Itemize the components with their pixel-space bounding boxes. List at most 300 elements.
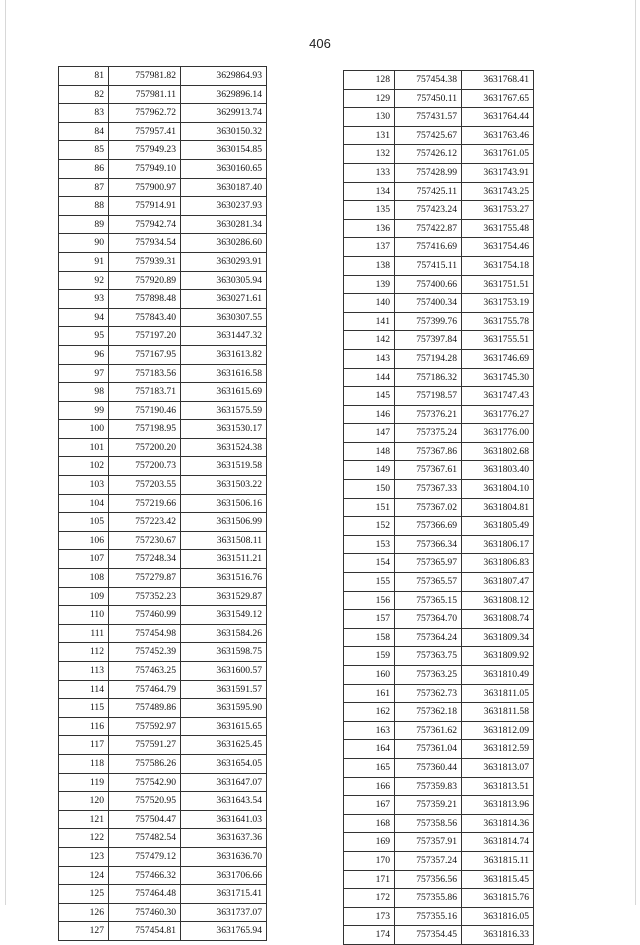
y-coordinate-cell: 3631615.69	[181, 383, 267, 402]
point-number-cell: 87	[59, 178, 109, 197]
x-coordinate-cell: 757454.38	[395, 71, 462, 90]
x-coordinate-cell: 757223.42	[109, 513, 181, 532]
table-row	[344, 721, 534, 740]
table-row	[59, 215, 267, 234]
x-coordinate-cell: 757183.71	[109, 383, 181, 402]
coordinates-table-right	[343, 70, 534, 945]
point-number-cell: 114	[59, 680, 109, 699]
y-coordinate-cell: 3631743.91	[462, 163, 534, 182]
table-row	[59, 587, 267, 606]
point-number-cell: 153	[344, 535, 395, 554]
x-coordinate-cell: 757359.21	[395, 796, 462, 815]
point-number-cell: 109	[59, 587, 109, 606]
point-number-cell: 127	[59, 922, 109, 941]
table-row	[59, 885, 267, 904]
y-coordinate-cell: 3631746.69	[462, 349, 534, 368]
point-number-cell: 129	[344, 89, 395, 108]
x-coordinate-cell: 757364.24	[395, 628, 462, 647]
x-coordinate-cell: 757183.56	[109, 364, 181, 383]
table-row	[344, 889, 534, 908]
y-coordinate-cell: 3629913.74	[181, 104, 267, 123]
table-row	[344, 405, 534, 424]
y-coordinate-cell: 3631755.51	[462, 331, 534, 350]
x-coordinate-cell: 757362.18	[395, 703, 462, 722]
point-number-cell: 168	[344, 814, 395, 833]
table-row	[59, 847, 267, 866]
y-coordinate-cell: 3631755.78	[462, 312, 534, 331]
y-coordinate-cell: 3631816.33	[462, 926, 534, 945]
x-coordinate-cell: 757416.69	[395, 238, 462, 257]
y-coordinate-cell: 3631516.76	[181, 569, 267, 588]
x-coordinate-cell: 757365.57	[395, 573, 462, 592]
y-coordinate-cell: 3630271.61	[181, 290, 267, 309]
point-number-cell: 118	[59, 754, 109, 773]
table-row	[59, 606, 267, 625]
table-row	[59, 141, 267, 160]
x-coordinate-cell: 757367.61	[395, 461, 462, 480]
table-row	[59, 494, 267, 513]
y-coordinate-cell: 3631616.58	[181, 364, 267, 383]
point-number-cell: 128	[344, 71, 395, 90]
point-number-cell: 119	[59, 773, 109, 792]
point-number-cell: 174	[344, 926, 395, 945]
table-row	[344, 238, 534, 257]
point-number-cell: 102	[59, 457, 109, 476]
table-row	[344, 108, 534, 127]
point-number-cell: 139	[344, 275, 395, 294]
table-row	[344, 703, 534, 722]
y-coordinate-cell: 3631754.46	[462, 238, 534, 257]
y-coordinate-cell: 3631751.51	[462, 275, 534, 294]
table-row	[344, 684, 534, 703]
table-row	[59, 308, 267, 327]
point-number-cell: 111	[59, 624, 109, 643]
point-number-cell: 173	[344, 907, 395, 926]
table-row	[344, 275, 534, 294]
table-row	[344, 442, 534, 461]
table-row	[59, 327, 267, 346]
point-number-cell: 130	[344, 108, 395, 127]
table-row	[59, 457, 267, 476]
table-row	[344, 833, 534, 852]
y-coordinate-cell: 3631647.07	[181, 773, 267, 792]
y-coordinate-cell: 3631743.25	[462, 182, 534, 201]
y-coordinate-cell: 3631776.27	[462, 405, 534, 424]
y-coordinate-cell: 3631747.43	[462, 387, 534, 406]
point-number-cell: 98	[59, 383, 109, 402]
y-coordinate-cell: 3630293.91	[181, 252, 267, 271]
point-number-cell: 90	[59, 234, 109, 253]
x-coordinate-cell: 757981.11	[109, 85, 181, 104]
x-coordinate-cell: 757431.57	[395, 108, 462, 127]
table-row	[59, 67, 267, 86]
point-number-cell: 142	[344, 331, 395, 350]
x-coordinate-cell: 757400.34	[395, 294, 462, 313]
point-number-cell: 94	[59, 308, 109, 327]
x-coordinate-cell: 757397.84	[395, 331, 462, 350]
y-coordinate-cell: 3629896.14	[181, 85, 267, 104]
table-row	[59, 680, 267, 699]
y-coordinate-cell: 3631765.94	[181, 922, 267, 941]
x-coordinate-cell: 757364.70	[395, 610, 462, 629]
y-coordinate-cell: 3631814.36	[462, 814, 534, 833]
x-coordinate-cell: 757591.27	[109, 736, 181, 755]
x-coordinate-cell: 757200.20	[109, 438, 181, 457]
point-number-cell: 137	[344, 238, 395, 257]
x-coordinate-cell: 757425.11	[395, 182, 462, 201]
scan-edge-left	[5, 0, 6, 905]
table-row	[344, 517, 534, 536]
x-coordinate-cell: 757361.04	[395, 740, 462, 759]
point-number-cell: 107	[59, 550, 109, 569]
point-number-cell: 165	[344, 758, 395, 777]
table-row	[59, 290, 267, 309]
table-row	[344, 331, 534, 350]
point-number-cell: 108	[59, 569, 109, 588]
point-number-cell: 163	[344, 721, 395, 740]
table-row	[344, 480, 534, 499]
x-coordinate-cell: 757352.23	[109, 587, 181, 606]
y-coordinate-cell: 3631813.07	[462, 758, 534, 777]
y-coordinate-cell: 3631815.76	[462, 889, 534, 908]
table-row	[344, 554, 534, 573]
table-row	[59, 438, 267, 457]
point-number-cell: 104	[59, 494, 109, 513]
table-row	[344, 145, 534, 164]
y-coordinate-cell: 3631815.11	[462, 851, 534, 870]
table-row	[344, 71, 534, 90]
table-row	[344, 926, 534, 945]
point-number-cell: 156	[344, 591, 395, 610]
table-row	[344, 294, 534, 313]
table-row	[344, 647, 534, 666]
y-coordinate-cell: 3631625.45	[181, 736, 267, 755]
y-coordinate-cell: 3630160.65	[181, 159, 267, 178]
point-number-cell: 169	[344, 833, 395, 852]
x-coordinate-cell: 757942.74	[109, 215, 181, 234]
y-coordinate-cell: 3631584.26	[181, 624, 267, 643]
y-coordinate-cell: 3631813.51	[462, 777, 534, 796]
table-row	[344, 796, 534, 815]
table-row	[59, 717, 267, 736]
y-coordinate-cell: 3631530.17	[181, 420, 267, 439]
y-coordinate-cell: 3631804.81	[462, 498, 534, 517]
y-coordinate-cell: 3631549.12	[181, 606, 267, 625]
x-coordinate-cell: 757460.30	[109, 903, 181, 922]
point-number-cell: 112	[59, 643, 109, 662]
table-row	[59, 736, 267, 755]
point-number-cell: 164	[344, 740, 395, 759]
y-coordinate-cell: 3631767.65	[462, 89, 534, 108]
x-coordinate-cell: 757962.72	[109, 104, 181, 123]
point-number-cell: 89	[59, 215, 109, 234]
y-coordinate-cell: 3630187.40	[181, 178, 267, 197]
point-number-cell: 140	[344, 294, 395, 313]
y-coordinate-cell: 3631809.34	[462, 628, 534, 647]
y-coordinate-cell: 3631591.57	[181, 680, 267, 699]
table-row	[59, 271, 267, 290]
point-number-cell: 135	[344, 201, 395, 220]
point-number-cell: 171	[344, 870, 395, 889]
point-number-cell: 88	[59, 197, 109, 216]
y-coordinate-cell: 3631808.74	[462, 610, 534, 629]
point-number-cell: 117	[59, 736, 109, 755]
table-row	[344, 591, 534, 610]
x-coordinate-cell: 757542.90	[109, 773, 181, 792]
point-number-cell: 144	[344, 368, 395, 387]
x-coordinate-cell: 757949.23	[109, 141, 181, 160]
y-coordinate-cell: 3631805.49	[462, 517, 534, 536]
x-coordinate-cell: 757200.73	[109, 457, 181, 476]
x-coordinate-cell: 757363.75	[395, 647, 462, 666]
x-coordinate-cell: 757366.34	[395, 535, 462, 554]
table-row	[344, 851, 534, 870]
x-coordinate-cell: 757190.46	[109, 401, 181, 420]
y-coordinate-cell: 3631737.07	[181, 903, 267, 922]
y-coordinate-cell: 3631764.44	[462, 108, 534, 127]
table-row	[59, 829, 267, 848]
table-row	[59, 85, 267, 104]
point-number-cell: 121	[59, 810, 109, 829]
x-coordinate-cell: 757376.21	[395, 405, 462, 424]
y-coordinate-cell: 3631811.05	[462, 684, 534, 703]
page-number: 406	[309, 36, 331, 51]
point-number-cell: 131	[344, 126, 395, 145]
table-row	[59, 234, 267, 253]
point-number-cell: 132	[344, 145, 395, 164]
x-coordinate-cell: 757365.97	[395, 554, 462, 573]
x-coordinate-cell: 757358.56	[395, 814, 462, 833]
y-coordinate-cell: 3630281.34	[181, 215, 267, 234]
point-number-cell: 155	[344, 573, 395, 592]
point-number-cell: 151	[344, 498, 395, 517]
y-coordinate-cell: 3631812.59	[462, 740, 534, 759]
table-row	[344, 610, 534, 629]
table-row	[59, 773, 267, 792]
table-row	[59, 476, 267, 495]
table-row	[59, 810, 267, 829]
point-number-cell: 150	[344, 480, 395, 499]
point-number-cell: 97	[59, 364, 109, 383]
y-coordinate-cell: 3631814.74	[462, 833, 534, 852]
x-coordinate-cell: 757367.33	[395, 480, 462, 499]
x-coordinate-cell: 757357.91	[395, 833, 462, 852]
table-row	[59, 550, 267, 569]
point-number-cell: 134	[344, 182, 395, 201]
y-coordinate-cell: 3631807.47	[462, 573, 534, 592]
point-number-cell: 110	[59, 606, 109, 625]
point-number-cell: 146	[344, 405, 395, 424]
x-coordinate-cell: 757428.99	[395, 163, 462, 182]
x-coordinate-cell: 757356.56	[395, 870, 462, 889]
y-coordinate-cell: 3631808.12	[462, 591, 534, 610]
y-coordinate-cell: 3631803.40	[462, 461, 534, 480]
y-coordinate-cell: 3631806.17	[462, 535, 534, 554]
y-coordinate-cell: 3631595.90	[181, 699, 267, 718]
y-coordinate-cell: 3630286.60	[181, 234, 267, 253]
point-number-cell: 122	[59, 829, 109, 848]
y-coordinate-cell: 3631813.96	[462, 796, 534, 815]
table-row	[344, 368, 534, 387]
point-number-cell: 143	[344, 349, 395, 368]
y-coordinate-cell: 3631641.03	[181, 810, 267, 829]
x-coordinate-cell: 757423.24	[395, 201, 462, 220]
point-number-cell: 93	[59, 290, 109, 309]
point-number-cell: 154	[344, 554, 395, 573]
table-row	[59, 104, 267, 123]
y-coordinate-cell: 3631613.82	[181, 345, 267, 364]
point-number-cell: 149	[344, 461, 395, 480]
x-coordinate-cell: 757482.54	[109, 829, 181, 848]
point-number-cell: 145	[344, 387, 395, 406]
x-coordinate-cell: 757957.41	[109, 122, 181, 141]
point-number-cell: 123	[59, 847, 109, 866]
table-row	[59, 345, 267, 364]
x-coordinate-cell: 757230.67	[109, 531, 181, 550]
y-coordinate-cell: 3631636.70	[181, 847, 267, 866]
table-row	[344, 387, 534, 406]
y-coordinate-cell: 3630237.93	[181, 197, 267, 216]
table-row	[59, 531, 267, 550]
y-coordinate-cell: 3631506.16	[181, 494, 267, 513]
table-row	[344, 256, 534, 275]
y-coordinate-cell: 3631804.10	[462, 480, 534, 499]
table-row	[59, 383, 267, 402]
table-row	[59, 866, 267, 885]
table-row	[59, 122, 267, 141]
table-row	[344, 498, 534, 517]
x-coordinate-cell: 757464.79	[109, 680, 181, 699]
table-row	[344, 349, 534, 368]
table-row	[59, 401, 267, 420]
y-coordinate-cell: 3630307.55	[181, 308, 267, 327]
table-row	[59, 699, 267, 718]
x-coordinate-cell: 757460.99	[109, 606, 181, 625]
point-number-cell: 152	[344, 517, 395, 536]
table-row	[344, 758, 534, 777]
y-coordinate-cell: 3631763.46	[462, 126, 534, 145]
x-coordinate-cell: 757464.48	[109, 885, 181, 904]
point-number-cell: 82	[59, 85, 109, 104]
point-number-cell: 86	[59, 159, 109, 178]
y-coordinate-cell: 3631816.05	[462, 907, 534, 926]
coordinates-table-left	[58, 66, 267, 941]
x-coordinate-cell: 757479.12	[109, 847, 181, 866]
x-coordinate-cell: 757949.10	[109, 159, 181, 178]
point-number-cell: 83	[59, 104, 109, 123]
point-number-cell: 157	[344, 610, 395, 629]
x-coordinate-cell: 757939.31	[109, 252, 181, 271]
table-row	[59, 513, 267, 532]
point-number-cell: 100	[59, 420, 109, 439]
x-coordinate-cell: 757361.62	[395, 721, 462, 740]
table-row	[59, 159, 267, 178]
point-number-cell: 159	[344, 647, 395, 666]
y-coordinate-cell: 3631810.49	[462, 666, 534, 685]
point-number-cell: 84	[59, 122, 109, 141]
x-coordinate-cell: 757920.89	[109, 271, 181, 290]
table-row	[344, 907, 534, 926]
y-coordinate-cell: 3631754.18	[462, 256, 534, 275]
x-coordinate-cell: 757366.69	[395, 517, 462, 536]
point-number-cell: 95	[59, 327, 109, 346]
point-number-cell: 167	[344, 796, 395, 815]
x-coordinate-cell: 757355.16	[395, 907, 462, 926]
point-number-cell: 101	[59, 438, 109, 457]
x-coordinate-cell: 757167.95	[109, 345, 181, 364]
y-coordinate-cell: 3631447.32	[181, 327, 267, 346]
x-coordinate-cell: 757592.97	[109, 717, 181, 736]
table-row	[59, 792, 267, 811]
table-row	[344, 312, 534, 331]
point-number-cell: 160	[344, 666, 395, 685]
table-row	[344, 573, 534, 592]
y-coordinate-cell: 3631508.11	[181, 531, 267, 550]
point-number-cell: 138	[344, 256, 395, 275]
table-row	[344, 535, 534, 554]
x-coordinate-cell: 757415.11	[395, 256, 462, 275]
x-coordinate-cell: 757279.87	[109, 569, 181, 588]
x-coordinate-cell: 757197.20	[109, 327, 181, 346]
x-coordinate-cell: 757466.32	[109, 866, 181, 885]
y-coordinate-cell: 3630150.32	[181, 122, 267, 141]
y-coordinate-cell: 3631503.22	[181, 476, 267, 495]
y-coordinate-cell: 3630305.94	[181, 271, 267, 290]
y-coordinate-cell: 3631745.30	[462, 368, 534, 387]
x-coordinate-cell: 757934.54	[109, 234, 181, 253]
x-coordinate-cell: 757520.95	[109, 792, 181, 811]
point-number-cell: 133	[344, 163, 395, 182]
x-coordinate-cell: 757426.12	[395, 145, 462, 164]
table-row	[344, 666, 534, 685]
y-coordinate-cell: 3631811.58	[462, 703, 534, 722]
point-number-cell: 92	[59, 271, 109, 290]
y-coordinate-cell: 3631600.57	[181, 662, 267, 681]
table-row	[59, 643, 267, 662]
x-coordinate-cell: 757248.34	[109, 550, 181, 569]
y-coordinate-cell: 3631598.75	[181, 643, 267, 662]
table-row	[59, 903, 267, 922]
y-coordinate-cell: 3631654.05	[181, 754, 267, 773]
x-coordinate-cell: 757203.55	[109, 476, 181, 495]
x-coordinate-cell: 757900.97	[109, 178, 181, 197]
x-coordinate-cell: 757367.86	[395, 442, 462, 461]
point-number-cell: 105	[59, 513, 109, 532]
point-number-cell: 158	[344, 628, 395, 647]
x-coordinate-cell: 757365.15	[395, 591, 462, 610]
x-coordinate-cell: 757425.67	[395, 126, 462, 145]
y-coordinate-cell: 3631755.48	[462, 219, 534, 238]
x-coordinate-cell: 757359.83	[395, 777, 462, 796]
y-coordinate-cell: 3631575.59	[181, 401, 267, 420]
point-number-cell: 91	[59, 252, 109, 271]
y-coordinate-cell: 3630154.85	[181, 141, 267, 160]
point-number-cell: 126	[59, 903, 109, 922]
table-row	[344, 126, 534, 145]
point-number-cell: 147	[344, 424, 395, 443]
x-coordinate-cell: 757454.98	[109, 624, 181, 643]
table-row	[344, 777, 534, 796]
x-coordinate-cell: 757354.45	[395, 926, 462, 945]
point-number-cell: 103	[59, 476, 109, 495]
point-number-cell: 162	[344, 703, 395, 722]
x-coordinate-cell: 757454.81	[109, 922, 181, 941]
x-coordinate-cell: 757450.11	[395, 89, 462, 108]
table-row	[59, 624, 267, 643]
table-row	[344, 89, 534, 108]
point-number-cell: 141	[344, 312, 395, 331]
x-coordinate-cell: 757198.57	[395, 387, 462, 406]
